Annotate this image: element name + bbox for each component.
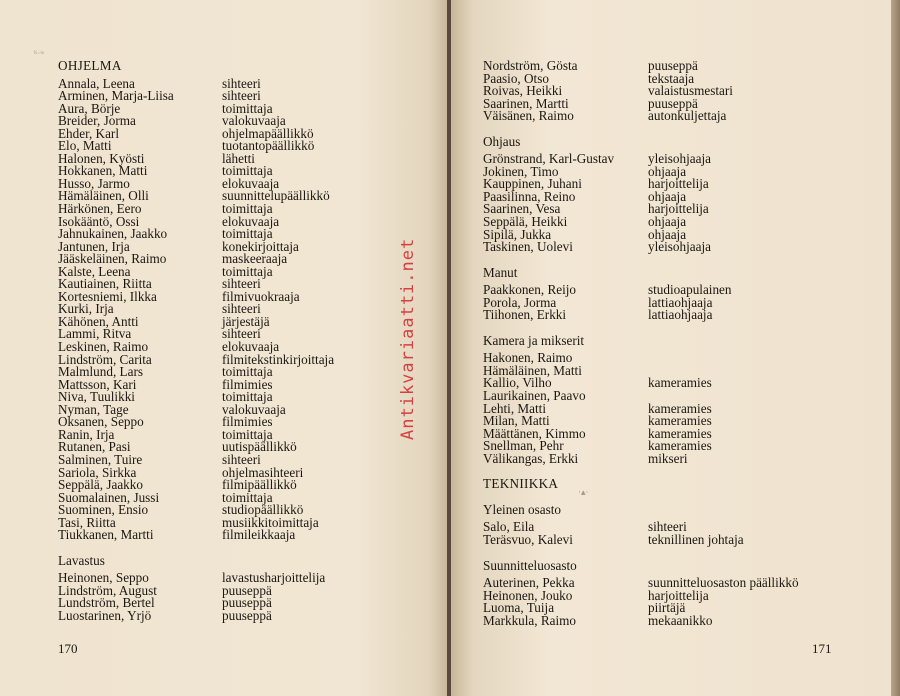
staff-role: ohjaaja xyxy=(648,214,687,230)
staff-name: Sariola, Sirkka xyxy=(58,464,137,480)
staff-role: suunnittelupäällikkö xyxy=(222,188,330,204)
book-gutter xyxy=(447,0,451,696)
staff-role: yleisohjaaja xyxy=(648,151,711,167)
staff-name: Milan, Matti xyxy=(483,413,550,429)
section-heading: Manut xyxy=(483,264,518,280)
staff-name: Hämäläinen, Olli xyxy=(58,188,149,204)
staff-role: mekaanikko xyxy=(648,612,713,628)
staff-role: sihteeri xyxy=(222,326,261,342)
staff-name: Mattsson, Kari xyxy=(58,376,137,392)
staff-name: Markkula, Raimo xyxy=(483,612,577,628)
staff-role: uutispäällikkö xyxy=(222,439,297,455)
section-spacer xyxy=(648,267,799,280)
staff-role: sihteeri xyxy=(222,301,261,317)
staff-role: järjestäjä xyxy=(222,313,270,329)
staff-name: Kähönen, Antti xyxy=(58,313,139,329)
staff-role: puuseppä xyxy=(222,607,272,623)
staff-name: Oksanen, Seppo xyxy=(58,414,144,430)
staff-role: musiikkitoimittaja xyxy=(222,514,319,530)
staff-name: Salminen, Tuire xyxy=(58,451,143,467)
staff-role: filmileikkaaja xyxy=(222,527,296,543)
staff-name: Ranin, Irja xyxy=(58,426,115,442)
staff-name: Hämäläinen, Matti xyxy=(483,362,582,378)
staff-role: konekirjoittaja xyxy=(222,238,299,254)
staff-name: Lammi, Ritva xyxy=(58,326,132,342)
staff-name: Sipilä, Jukka xyxy=(483,226,552,242)
staff-name: Lundström, Bertel xyxy=(58,595,155,611)
section-spacer xyxy=(648,335,799,348)
staff-name: Breider, Jorma xyxy=(58,113,136,129)
staff-role: puuseppä xyxy=(648,95,698,111)
staff-role: kameramies xyxy=(648,375,712,391)
staff-name: Välikangas, Erkki xyxy=(483,450,579,466)
staff-role: ohjelmapäällikkö xyxy=(222,125,314,141)
staff-name: Kallio, Vilho xyxy=(483,375,552,391)
staff-role: toimittaja xyxy=(222,389,273,405)
section-heading: Yleinen osasto xyxy=(483,501,562,517)
staff-name: Saarinen, Vesa xyxy=(483,201,561,217)
staff-role: elokuvaaja xyxy=(222,175,280,191)
staff-name: Halonen, Kyösti xyxy=(58,150,145,166)
staff-role: sihteeri xyxy=(222,451,261,467)
staff-role: lavastusharjoittelija xyxy=(222,570,326,586)
staff-name: Lindström, August xyxy=(58,582,157,598)
page-edge xyxy=(891,0,900,696)
staff-role: kameramies xyxy=(648,425,712,441)
staff-name: Härkönen, Eero xyxy=(58,201,142,217)
staff-role: lähetti xyxy=(222,150,255,166)
staff-role xyxy=(648,352,799,365)
staff-name: Jantunen, Irja xyxy=(58,238,130,254)
section-heading: TEKNIIKKA xyxy=(483,476,559,492)
section-spacer xyxy=(222,60,334,73)
staff-name: Suominen, Ensio xyxy=(58,502,149,518)
staff-name: Tasi, Riitta xyxy=(58,514,116,530)
staff-role: lattiaohjaaja xyxy=(648,294,713,310)
watermark-text: Antikvariaatti.net xyxy=(398,237,418,440)
staff-name: Seppälä, Jaakko xyxy=(58,477,143,493)
section-spacer xyxy=(648,560,799,573)
section-spacer xyxy=(648,478,799,491)
staff-role: puuseppä xyxy=(222,582,272,598)
staff-name: Kauppinen, Juhani xyxy=(483,176,582,192)
staff-name: Väisänen, Raimo xyxy=(483,108,574,124)
staff-role: studioapulainen xyxy=(648,282,732,298)
section-spacer xyxy=(648,136,799,149)
staff-role: tekstaaja xyxy=(648,70,695,86)
staff-name: Lehti, Matti xyxy=(483,400,546,416)
staff-name: Tiihonen, Erkki xyxy=(483,307,567,323)
staff-role: piirtäjä xyxy=(648,600,686,616)
staff-role: filmipäällikkö xyxy=(222,477,297,493)
staff-name: Leskinen, Raimo xyxy=(58,339,149,355)
staff-name: Luostarinen, Yrjö xyxy=(58,607,152,623)
staff-role: autonkuljettaja xyxy=(648,108,727,124)
staff-role: toimittaja xyxy=(222,426,273,442)
section-heading: Lavastus xyxy=(58,552,105,568)
staff-role: kameramies xyxy=(648,413,712,429)
staff-name: Laurikainen, Paavo xyxy=(483,388,586,404)
section-heading: Ohjaus xyxy=(483,133,521,149)
staff-role: suunnitteluosaston päällikkö xyxy=(648,575,799,591)
staff-role: ohjaaja xyxy=(648,226,687,242)
section-heading: Suunnitteluosasto xyxy=(483,557,577,573)
staff-name: Salo, Eila xyxy=(483,519,535,535)
staff-name: Heinonen, Seppo xyxy=(58,570,149,586)
staff-name: Määttänen, Kimmo xyxy=(483,425,586,441)
staff-name: Saarinen, Martti xyxy=(483,95,569,111)
staff-name: Teräsvuo, Kalevi xyxy=(483,531,573,547)
staff-name: Seppälä, Heikki xyxy=(483,214,568,230)
staff-name: Elo, Matti xyxy=(58,138,112,154)
page-number-left: 170 xyxy=(58,641,78,656)
staff-name: Husso, Jarmo xyxy=(58,175,130,191)
staff-name: Paasio, Otso xyxy=(483,70,549,86)
staff-role: sihteeri xyxy=(648,519,687,535)
staff-role: valaistusmestari xyxy=(648,83,733,99)
staff-role: toimittaja xyxy=(222,364,273,380)
staff-role: lattiaohjaaja xyxy=(648,307,713,323)
staff-name: Paakkonen, Reijo xyxy=(483,282,577,298)
staff-role: toimittaja xyxy=(222,100,273,116)
staff-role: puuseppä xyxy=(648,58,698,73)
right-roles-column xyxy=(648,60,799,627)
staff-name: Hakonen, Raimo xyxy=(483,350,573,366)
section-heading: OHJELMA xyxy=(58,58,122,73)
page-number-right: 171 xyxy=(812,641,832,656)
staff-name: Heinonen, Jouko xyxy=(483,587,573,603)
staff-name: Suomalainen, Jussi xyxy=(58,489,160,505)
staff-name: Snellman, Pehr xyxy=(483,438,564,454)
staff-role: toimittaja xyxy=(222,163,273,179)
left-roles-column xyxy=(222,60,334,623)
staff-name: Taskinen, Uolevi xyxy=(483,239,573,255)
staff-name: Roivas, Heikki xyxy=(483,83,563,99)
staff-role: kameramies xyxy=(648,400,712,416)
staff-role: valokuvaaja xyxy=(222,401,286,417)
ink-smudge: ·▴· xyxy=(578,487,589,497)
staff-name: Nyman, Tage xyxy=(58,401,129,417)
staff-role: sihteeri xyxy=(222,88,261,104)
staff-role: sihteeri xyxy=(222,276,261,292)
staff-role: filmimies xyxy=(222,414,273,430)
staff-name: Malmlund, Lars xyxy=(58,364,143,380)
staff-role: valokuvaaja xyxy=(222,113,286,129)
section-spacer xyxy=(222,555,334,568)
staff-role: toimittaja xyxy=(222,263,273,279)
staff-role: toimittaja xyxy=(222,226,273,242)
staff-role: harjoittelija xyxy=(648,201,709,217)
staff-role: filmitekstinkirjoittaja xyxy=(222,351,335,367)
staff-role: kameramies xyxy=(648,438,712,454)
section-spacer xyxy=(648,504,799,517)
staff-name: Porola, Jorma xyxy=(483,294,557,310)
staff-role: studiopäällikkö xyxy=(222,502,304,518)
staff-role: yleisohjaaja xyxy=(648,239,711,255)
staff-role: elokuvaaja xyxy=(222,213,280,229)
staff-name: Luoma, Tuija xyxy=(483,600,555,616)
pencil-mark: ᴷ·ᵗᵉ xyxy=(34,49,44,58)
staff-name: Kortesniemi, Ilkka xyxy=(58,288,157,304)
staff-name: Niva, Tuulikki xyxy=(58,389,135,405)
staff-name: Jääskeläinen, Raimo xyxy=(58,251,167,267)
staff-role: mikseri xyxy=(648,450,688,466)
staff-role: elokuvaaja xyxy=(222,339,280,355)
staff-role: toimittaja xyxy=(222,201,273,217)
staff-name: Kalste, Leena xyxy=(58,263,131,279)
staff-role: teknillinen johtaja xyxy=(648,531,744,547)
staff-role: ohjelmasihteeri xyxy=(222,464,304,480)
staff-name: Kautiainen, Riitta xyxy=(58,276,152,292)
staff-role: filmivuokraaja xyxy=(222,288,300,304)
staff-role: harjoittelija xyxy=(648,176,709,192)
staff-role: harjoittelija xyxy=(648,587,709,603)
staff-role: maskeeraaja xyxy=(222,251,288,267)
staff-name: Lindström, Carita xyxy=(58,351,152,367)
staff-role: toimittaja xyxy=(222,489,273,505)
staff-name: Aura, Börje xyxy=(58,100,121,116)
staff-name: Arminen, Marja-Liisa xyxy=(58,88,174,104)
staff-role: ohjaaja xyxy=(648,163,687,179)
staff-name: Ehder, Karl xyxy=(58,125,119,141)
staff-name: Jahnukainen, Jaakko xyxy=(58,226,168,242)
staff-role: filmimies xyxy=(222,376,273,392)
staff-name: Jokinen, Timo xyxy=(483,163,559,179)
staff-name: Rutanen, Pasi xyxy=(58,439,131,455)
staff-name: Tiukkanen, Martti xyxy=(58,527,154,543)
staff-role: tuotantopäällikkö xyxy=(222,138,315,154)
staff-role: puuseppä xyxy=(222,595,272,611)
section-heading: Kamera ja mikserit xyxy=(483,332,585,348)
left-names-column xyxy=(58,60,174,623)
staff-name: Annala, Leena xyxy=(58,75,135,91)
staff-name: Auterinen, Pekka xyxy=(483,575,575,591)
staff-name: Kurki, Irja xyxy=(58,301,114,317)
right-names-column xyxy=(483,60,614,627)
staff-role: ohjaaja xyxy=(648,188,687,204)
staff-name: Grönstrand, Karl-Gustav xyxy=(483,151,615,167)
staff-name: Hokkanen, Matti xyxy=(58,163,148,179)
staff-role: sihteeri xyxy=(222,75,261,91)
staff-name: Isokääntö, Ossi xyxy=(58,213,140,229)
staff-name: Paasilinna, Reino xyxy=(483,188,576,204)
staff-name: Nordström, Gösta xyxy=(483,58,578,73)
